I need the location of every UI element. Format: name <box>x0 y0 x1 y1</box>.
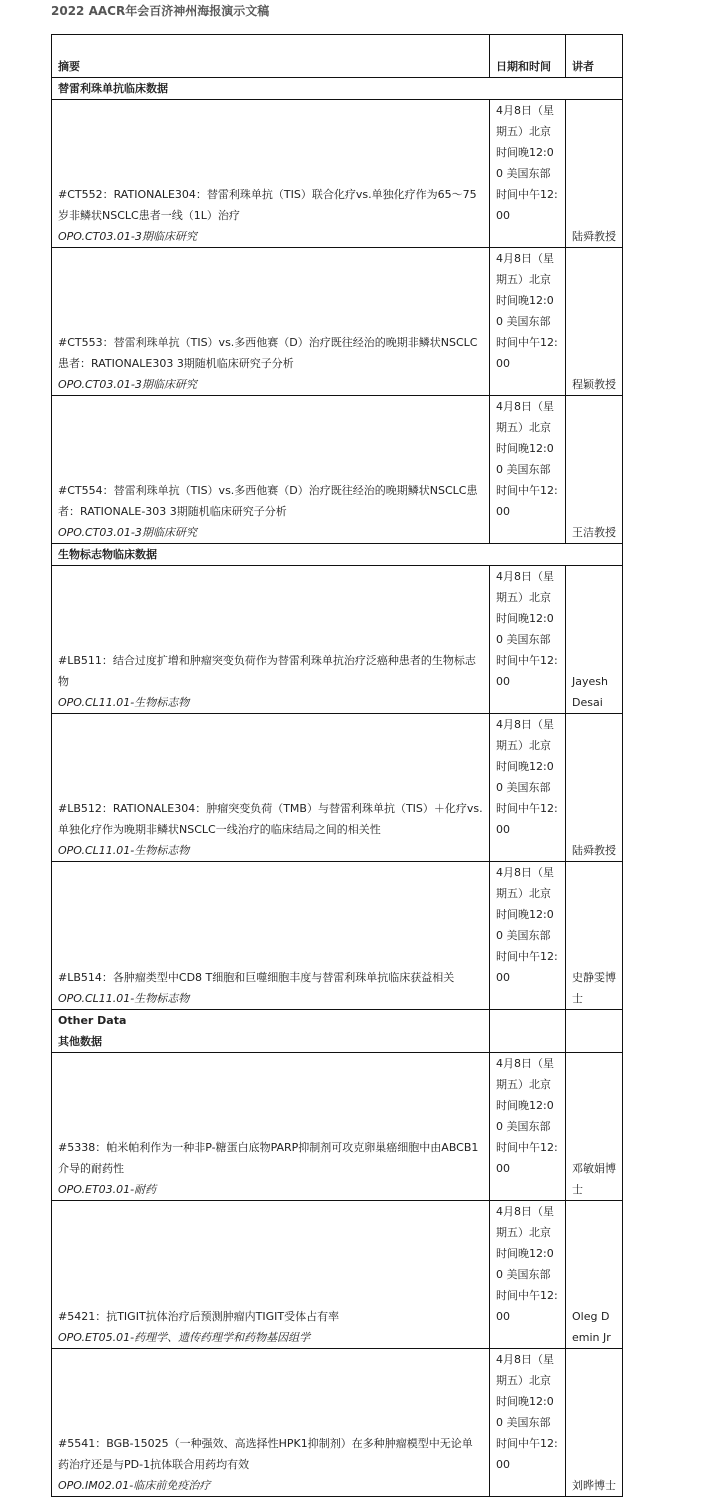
table-row <box>52 566 623 714</box>
abstract-cell <box>52 862 490 1010</box>
empty-cell <box>566 1010 623 1053</box>
abstract-cell <box>52 1349 490 1497</box>
table-row <box>52 714 623 862</box>
session-code: OPO.ET03.01-耐药 <box>58 1183 157 1196</box>
session-code: OPO.CL11.01-生物标志物 <box>58 696 190 709</box>
section-label-en: Other Data <box>58 1014 127 1027</box>
abstract-title: #CT554：替雷利珠单抗（TIS）vs.多西他赛（D）治疗既往经治的晚期鳞状NSCLC患者：RATIONALE-303 3期随机临床研究子分析 <box>58 484 478 518</box>
table-row <box>52 1349 623 1497</box>
abstract-cell <box>52 100 490 248</box>
session-code: OPO.CT03.01-3期临床研究 <box>58 526 197 539</box>
session-code: OPO.IM02.01-临床前免疫治疗 <box>58 1479 211 1492</box>
speaker-cell: Jayesh Desai <box>566 566 623 714</box>
datetime-cell: 4月8日（星期五）北京时间晚12:00 美国东部时间中午12:00 <box>490 1349 566 1497</box>
speaker-cell: 邓敏娟博士 <box>566 1053 623 1201</box>
session-code: OPO.CT03.01-3期临床研究 <box>58 378 197 391</box>
speaker-cell: 刘晔博士 <box>566 1349 623 1497</box>
abstract-cell <box>52 566 490 714</box>
datetime-cell: 4月8日（星期五）北京时间晚12:00 美国东部时间中午12:00 <box>490 1053 566 1201</box>
abstract-cell <box>52 396 490 544</box>
abstract-title: #LB514：各肿瘤类型中CD8 T细胞和巨噬细胞丰度与替雷利珠单抗临床获益相关 <box>58 971 455 984</box>
datetime-cell: 4月8日（星期五）北京时间晚12:00 美国东部时间中午12:00 <box>490 862 566 1010</box>
header-datetime: 日期和时间 <box>490 35 566 78</box>
table-header-row <box>52 35 623 78</box>
abstract-cell <box>52 1201 490 1349</box>
session-code: OPO.CL11.01-生物标志物 <box>58 844 190 857</box>
speaker-cell: Oleg Demin Jr <box>566 1201 623 1349</box>
section-label-zh: 其他数据 <box>58 1035 102 1048</box>
speaker-cell: 陆舜教授 <box>566 714 623 862</box>
abstract-cell <box>52 248 490 396</box>
speaker-cell: 史静雯博士 <box>566 862 623 1010</box>
abstract-cell <box>52 1053 490 1201</box>
speaker-cell: 陆舜教授 <box>566 100 623 248</box>
datetime-cell: 4月8日（星期五）北京时间晚12:00 美国东部时间中午12:00 <box>490 1201 566 1349</box>
table-row <box>52 396 623 544</box>
session-code: OPO.ET05.01-药理学、遗传药理学和药物基因组学 <box>58 1331 311 1344</box>
datetime-cell: 4月8日（星期五）北京时间晚12:00 美国东部时间中午12:00 <box>490 100 566 248</box>
session-code: OPO.CT03.01-3期临床研究 <box>58 230 197 243</box>
datetime-cell: 4月8日（星期五）北京时间晚12:00 美国东部时间中午12:00 <box>490 714 566 862</box>
table-row <box>52 100 623 248</box>
abstract-title: #5421：抗TIGIT抗体治疗后预测肿瘤内TIGIT受体占有率 <box>58 1310 340 1323</box>
section-row <box>52 1010 623 1053</box>
header-abstract: 摘要 <box>52 35 490 78</box>
abstract-title: #5541：BGB-15025（一种强效、高选择性HPK1抑制剂）在多种肿瘤模型中无论单药治疗还是与PD-1抗体联合用药均有效 <box>58 1437 473 1471</box>
datetime-cell: 4月8日（星期五）北京时间晚12:00 美国东部时间中午12:00 <box>490 248 566 396</box>
abstract-title: #5338：帕米帕利作为一种非P-糖蛋白底物PARP抑制剂可攻克卵巢癌细胞中由ABCB1介导的耐药性 <box>58 1141 479 1175</box>
document-title: 2022 AACR年会百济神州海报演示文稿 <box>51 4 270 18</box>
empty-cell <box>490 1010 566 1053</box>
table-row <box>52 248 623 396</box>
datetime-cell: 4月8日（星期五）北京时间晚12:00 美国东部时间中午12:00 <box>490 396 566 544</box>
session-code: OPO.CL11.01-生物标志物 <box>58 992 190 1005</box>
abstract-title: #CT552：RATIONALE304：替雷利珠单抗（TIS）联合化疗vs.单独化疗作为65～75岁非鳞状NSCLC患者一线（1L）治疗 <box>58 188 477 222</box>
table-row <box>52 1201 623 1349</box>
table-row <box>52 862 623 1010</box>
section-label: 替雷利珠单抗临床数据 <box>52 78 623 100</box>
datetime-cell: 4月8日（星期五）北京时间晚12:00 美国东部时间中午12:00 <box>490 566 566 714</box>
header-speaker: 讲者 <box>566 35 623 78</box>
abstract-title: #LB511：结合过度扩增和肿瘤突变负荷作为替雷利珠单抗治疗泛癌种患者的生物标志物 <box>58 654 476 688</box>
section-row <box>52 78 623 100</box>
abstract-title: #CT553：替雷利珠单抗（TIS）vs.多西他赛（D）治疗既往经治的晚期非鳞状NSCLC患者：RATIONALE303 3期随机临床研究子分析 <box>58 336 478 370</box>
abstract-cell <box>52 714 490 862</box>
section-label: 生物标志物临床数据 <box>52 544 623 566</box>
speaker-cell: 程颖教授 <box>566 248 623 396</box>
section-row <box>52 544 623 566</box>
table-row <box>52 1053 623 1201</box>
presentation-table <box>51 34 623 1497</box>
section-label <box>52 1010 490 1053</box>
abstract-title: #LB512：RATIONALE304：肿瘤突变负荷（TMB）与替雷利珠单抗（TIS）＋化疗vs.单独化疗作为晚期非鳞状NSCLC一线治疗的临床结局之间的相关性 <box>58 802 483 836</box>
speaker-cell: 王洁教授 <box>566 396 623 544</box>
